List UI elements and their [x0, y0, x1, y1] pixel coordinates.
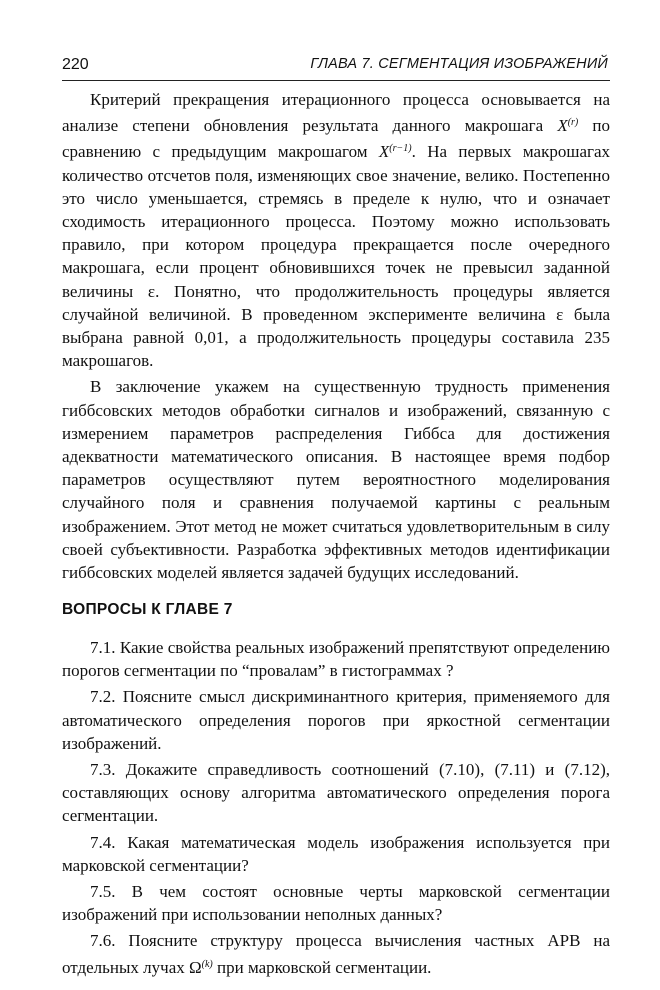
question-item: 7.1. Какие свойства реальных изображений препятствуют определению порогов сегментации по “провалам” в гистограммах ? — [62, 638, 610, 681]
paragraph-termination-criterion: Критерий прекращения итерационного процесса основывается на анализе степени обновления результата данного макрошага $X^{(r)}$ по сравнению с предыдущим макрошагом $X^{(r-1)}$. На первых макрошагах количество отсчетов поля, изменяющих свое значение, велико. Постепенно это число уменьшается, стремясь в пределе к нулю, что и означает сходимость итерационного процесса. Поэтому можно использовать правило, при котором процедура прекращается после очередного макрошага, если процент обновившихся точек не превысил заданной величины ε. Понятно, что продолжительность процедуры является случайной величиной. В проведенном эксперименте величина ε была выбрана равной 0,01, а продолжительность процедуры составила 235 макрошагов. — [62, 90, 611, 371]
formula-x-r-minus-1: $X^{(r-1)}$ — [378, 142, 412, 162]
body-text — [62, 88, 610, 584]
formula-x-r: $X^{(r)}$ — [557, 116, 579, 136]
running-title: ГЛАВА 7. СЕГМЕНТАЦИЯ ИЗОБРАЖЕНИЙ — [310, 56, 608, 72]
page-number: 220 — [62, 56, 89, 73]
question-item: 7.6. Поясните структуру процесса вычисления частных АРВ на отдельных лучах $\Omega^{(k)}$ при марковской сегментации. — [62, 931, 610, 977]
question-item: 7.3. Докажите справедливость соотношений (7.10), (7.11) и (7.12), составляющих основу алгоритма автоматического определения порога сегментации. — [62, 760, 610, 826]
question-item: 7.4. Какая математическая модель изображения используется при марковской сегментации? — [62, 832, 610, 875]
question-item: 7.5. В чем состоят основные черты марковской сегментации изображений при использовании неполных данных? — [62, 882, 610, 925]
section-heading: ВОПРОСЫ К ГЛАВЕ 7 — [62, 601, 233, 618]
question-item: 7.2. Поясните смысл дискриминантного критерия, применяемого для автоматического определения порогов при яркостной сегментации изображений. — [62, 687, 610, 753]
page-header — [62, 56, 610, 81]
paragraph-conclusion: В заключение укажем на существенную трудность применения гиббсовских методов обработки сигналов и изображений, связанную с измерением параметров распределения Гиббса для достижения адекватности математического описания. В настоящее время подбор параметров осуществляют путем вероятностного моделирования случайного поля и сравнения получаемой картины с реальным изображением. Этот метод не может считаться удовлетворительным в силу своей субъективности. Разработка эффективных методов идентификации гиббсовских моделей является задачей будущих исследований. — [62, 377, 610, 583]
questions-list — [62, 636, 610, 979]
formula-omega-k: $\Omega^{(k)}$ — [189, 957, 213, 977]
